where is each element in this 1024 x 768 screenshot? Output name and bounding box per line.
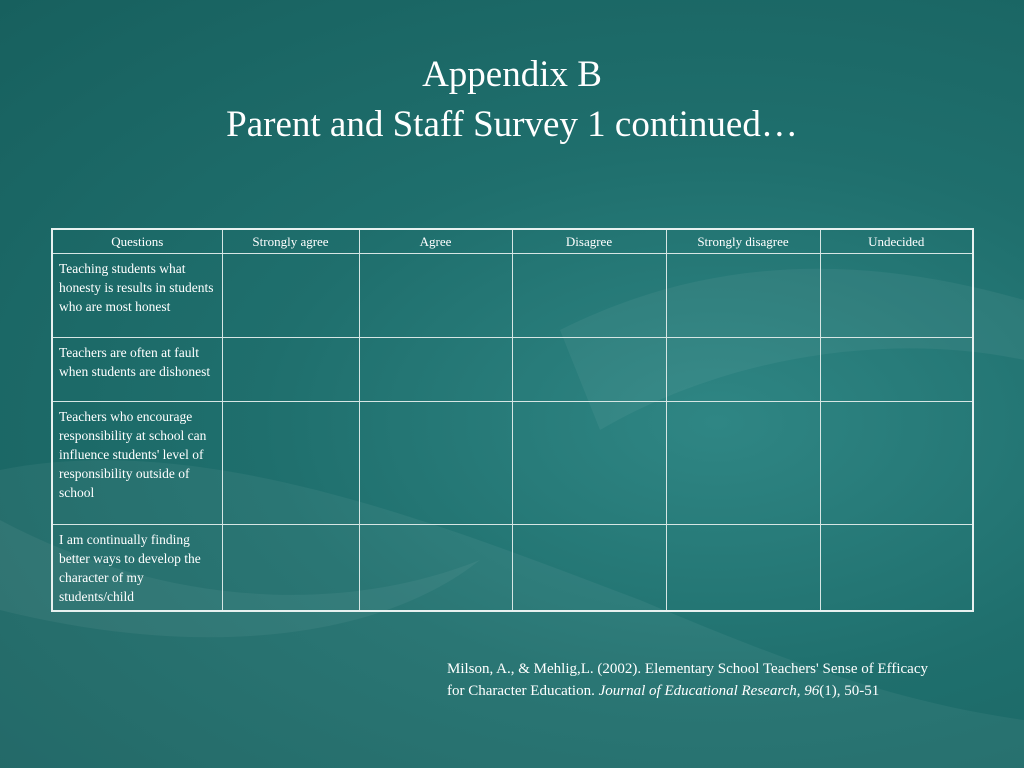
question-cell: I am continually finding better ways to develop the character of my students/child (52, 525, 222, 612)
citation-journal: Journal of Educational Research, (598, 683, 801, 699)
title-line-2: Parent and Staff Survey 1 continued… (226, 104, 798, 145)
title-line-1: Appendix B (422, 54, 602, 95)
response-cell-agree[interactable] (359, 525, 512, 612)
response-cell-strongly-disagree[interactable] (666, 402, 820, 525)
response-cell-strongly-agree[interactable] (222, 402, 359, 525)
citation (447, 658, 947, 702)
response-cell-disagree[interactable] (512, 254, 666, 338)
question-cell: Teachers are often at fault when students are dishonest (52, 338, 222, 402)
header-questions: Questions (52, 229, 222, 254)
response-cell-disagree[interactable] (512, 402, 666, 525)
table-header-row (52, 229, 973, 254)
question-cell: Teaching students what honesty is results in students who are most honest (52, 254, 222, 338)
response-cell-strongly-agree[interactable] (222, 338, 359, 402)
header-strongly-disagree: Strongly disagree (666, 229, 820, 254)
response-cell-strongly-disagree[interactable] (666, 338, 820, 402)
response-cell-disagree[interactable] (512, 338, 666, 402)
response-cell-strongly-agree[interactable] (222, 254, 359, 338)
citation-volume: 96 (804, 683, 820, 699)
response-cell-undecided[interactable] (820, 254, 973, 338)
response-cell-agree[interactable] (359, 338, 512, 402)
response-cell-undecided[interactable] (820, 338, 973, 402)
header-agree: Agree (359, 229, 512, 254)
response-cell-disagree[interactable] (512, 525, 666, 612)
response-cell-strongly-agree[interactable] (222, 525, 359, 612)
table-row (52, 338, 973, 402)
response-cell-agree[interactable] (359, 254, 512, 338)
slide-title (0, 50, 1024, 150)
citation-authors: Milson, A., & Mehlig,L. (2002). Elementary School Teachers' Sense of Efficacy for Character Education. (447, 661, 928, 699)
table-row (52, 402, 973, 525)
header-strongly-agree: Strongly agree (222, 229, 359, 254)
response-cell-agree[interactable] (359, 402, 512, 525)
response-cell-strongly-disagree[interactable] (666, 254, 820, 338)
table-row (52, 525, 973, 612)
citation-issue-pages: (1), 50-51 (819, 683, 880, 699)
header-disagree: Disagree (512, 229, 666, 254)
response-cell-undecided[interactable] (820, 402, 973, 525)
response-cell-undecided[interactable] (820, 525, 973, 612)
survey-table (51, 228, 974, 612)
table-row (52, 254, 973, 338)
header-undecided: Undecided (820, 229, 973, 254)
question-cell: Teachers who encourage responsibility at school can influence students' level of responsibility outside of school (52, 402, 222, 525)
response-cell-strongly-disagree[interactable] (666, 525, 820, 612)
